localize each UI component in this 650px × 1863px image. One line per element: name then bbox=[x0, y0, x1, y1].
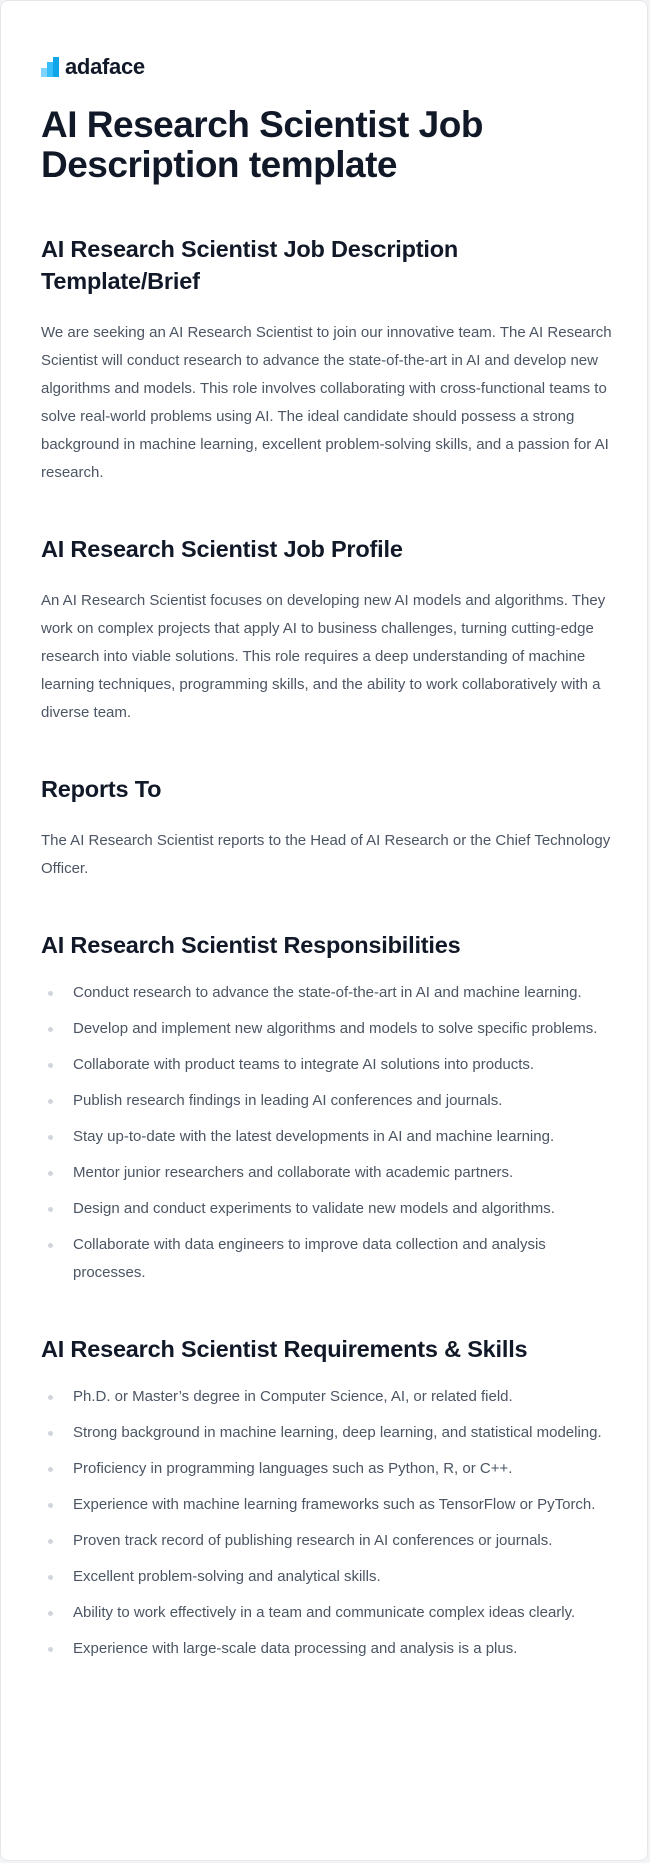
list-item: Strong background in machine learning, deep learning, and statistical modeling. bbox=[41, 1419, 621, 1447]
brief-body: We are seeking an AI Research Scientist to join our innovative team. The AI Research Scientist will conduct research to advance the state-of-the-art in AI and develop new algorithms and models. This role involves collaborating with cross-functional teams to solve real-world problems using AI. The ideal candidate should possess a strong background in machine learning, excellent problem-solving skills, and a passion for AI research. bbox=[41, 324, 612, 481]
requirements-section bbox=[41, 1333, 621, 1663]
list-item: Ability to work effectively in a team and communicate complex ideas clearly. bbox=[41, 1599, 621, 1627]
list-item: Excellent problem-solving and analytical skills. bbox=[41, 1563, 621, 1591]
responsibilities-list bbox=[41, 979, 621, 1287]
list-item: Stay up-to-date with the latest developments in AI and machine learning. bbox=[41, 1123, 621, 1151]
brief-heading: AI Research Scientist Job Description Template/Brief bbox=[41, 236, 459, 294]
list-item: Proven track record of publishing research in AI conferences or journals. bbox=[41, 1527, 621, 1555]
list-item: Design and conduct experiments to validate new models and algorithms. bbox=[41, 1195, 621, 1223]
responsibilities-section bbox=[41, 929, 621, 1287]
list-item: Proficiency in programming languages such as Python, R, or C++. bbox=[41, 1455, 621, 1483]
list-item: Collaborate with data engineers to improve data collection and analysis processes. bbox=[41, 1231, 621, 1287]
responsibilities-heading: AI Research Scientist Responsibilities bbox=[41, 932, 461, 958]
list-item: Collaborate with product teams to integrate AI solutions into products. bbox=[41, 1051, 621, 1079]
content bbox=[41, 51, 621, 1671]
reports-to-section bbox=[41, 773, 621, 883]
list-item: Ph.D. or Master’s degree in Computer Science, AI, or related field. bbox=[41, 1383, 621, 1411]
reports-to-heading: Reports To bbox=[41, 776, 162, 802]
profile-section bbox=[41, 533, 621, 727]
reports-to-body: The AI Research Scientist reports to the Head of AI Research or the Chief Technology Officer. bbox=[41, 832, 611, 877]
profile-body: An AI Research Scientist focuses on developing new AI models and algorithms. They work on complex projects that apply AI to business challenges, turning cutting-edge research into viable solutions. This role requires a deep understanding of machine learning techniques, programming skills, and the ability to work collaboratively with a diverse team. bbox=[41, 592, 606, 721]
requirements-list bbox=[41, 1383, 621, 1663]
brand-logo[interactable] bbox=[41, 51, 621, 83]
list-item: Experience with large-scale data processing and analysis is a plus. bbox=[41, 1635, 621, 1663]
list-item: Develop and implement new algorithms and models to solve specific problems. bbox=[41, 1015, 621, 1043]
list-item: Experience with machine learning frameworks such as TensorFlow or PyTorch. bbox=[41, 1491, 621, 1519]
list-item: Mentor junior researchers and collaborate with academic partners. bbox=[41, 1159, 621, 1187]
adaface-logo-icon bbox=[41, 57, 59, 77]
brand-name: adaface bbox=[65, 54, 145, 79]
profile-heading: AI Research Scientist Job Profile bbox=[41, 536, 403, 562]
requirements-heading: AI Research Scientist Requirements & Skills bbox=[41, 1336, 528, 1362]
list-item: Publish research findings in leading AI conferences and journals. bbox=[41, 1087, 621, 1115]
brief-section bbox=[41, 233, 621, 487]
list-item: Conduct research to advance the state-of-the-art in AI and machine learning. bbox=[41, 979, 621, 1007]
page-title: AI Research Scientist Job Description template bbox=[41, 104, 483, 185]
